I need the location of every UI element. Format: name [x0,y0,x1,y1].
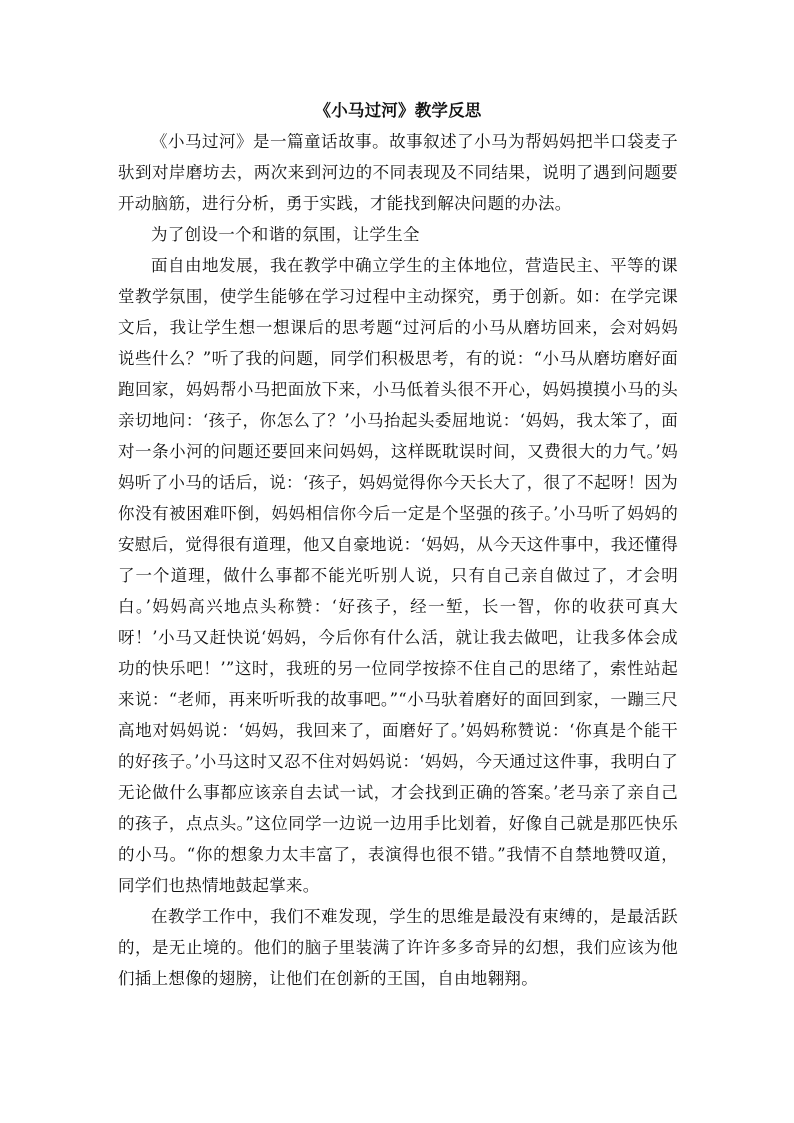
paragraph-intro: 《小马过河》是一篇童话故事。故事叙述了小马为帮妈妈把半口袋麦子驮到对岸磨坊去，两次来到河边的不同表现及不同结果，说明了遇到问题要开动脑筋，进行分析，勇于实践，才能找到解决问题的办法。 [118,132,678,213]
paragraph-classroom-story: 面自由地发展，我在教学中确立学生的主体地位，营造民主、平等的课堂教学氛围，使学生能够在学习过程中主动探究，勇于创新。如：在学完课文后，我让学生想一想课后的思考题“过河后的小马从磨坊回来，会对妈妈说些什么？”听了我的问题，同学们积极思考，有的说：“小马从磨坊磨好面跑回家，妈妈帮小马把面放下来，小马低着头很不开心，妈妈摸摸小马的头亲切地问：‘孩子，你怎么了？’小马抬起头委屈地说：‘妈妈，我太笨了，面对一条小河的问题还要回来问妈妈，这样既耽误时间，又费很大的力气。’妈妈听了小马的话后，说：‘孩子，妈妈觉得你今天长大了，很了不起呀！因为你没有被困难吓倒，妈妈相信你今后一定是个坚强的孩子。’小马听了妈妈的安慰后，觉得很有道理，他又自豪地说：‘妈妈，从今天这件事中，我还懂得了一个道理，做什么事都不能光听别人说，只有自己亲自做过了，才会明白。’妈妈高兴地点头称赞：‘好孩子，经一堑，长一智，你的收获可真大呀！’小马又赶快说‘妈妈，今后你有什么活，就让我去做吧，让我多体会成功的快乐吧！’”这时，我班的另一位同学按捺不住自己的思绪了，索性站起来说：“老师，再来听听我的故事吧。”“小马驮着磨好的面回到家，一蹦三尺高地对妈妈说：‘妈妈，我回来了，面磨好了。’妈妈称赞说：‘你真是个能干的好孩子。’小马这时又忍不住对妈妈说：‘妈妈，今天通过这件事，我明白了无论做什么事都应该亲自去试一试，才会找到正确的答案。’老马亲了亲自己的孩子，点点头。”这位同学一边说一边用手比划着，好像自己就是那匹快乐的小马。“你的想象力太丰富了，表演得也很不错。”我情不自禁地赞叹道，同学们也热情地鼓起掌来。 [118,256,678,895]
paragraph-conclusion: 在教学工作中，我们不难发现，学生的思维是最没有束缚的，是最活跃的，是无止境的。他们的脑子里装满了许许多多奇异的幻想，我们应该为他们插上想像的翅膀，让他们在创新的王国，自由地翱翔。 [118,907,678,988]
document-page [118,98,678,994]
document-title: 《小马过河》教学反思 [314,101,482,120]
paragraph-atmosphere: 为了创设一个和谐的氛围，让学生全 [151,225,420,244]
